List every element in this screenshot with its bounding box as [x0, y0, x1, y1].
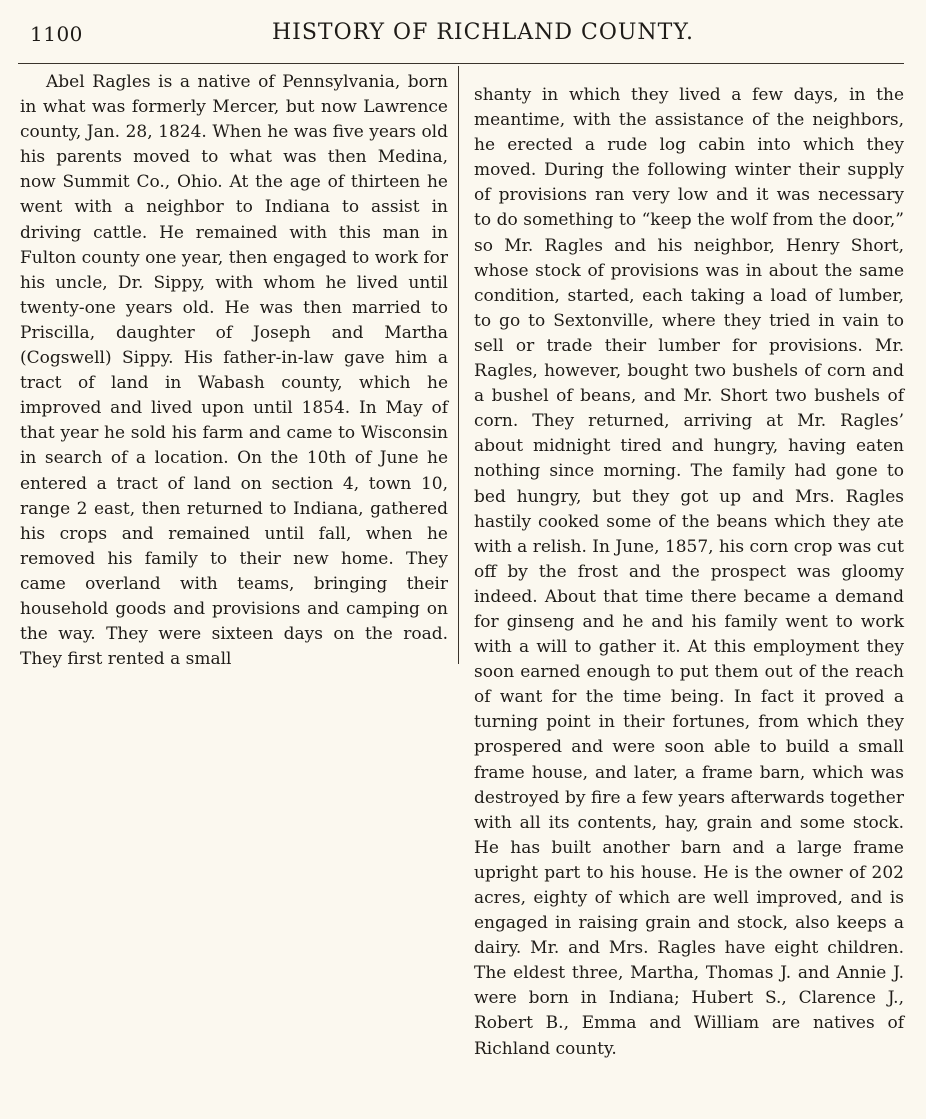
right-column	[474, 83, 904, 1062]
page-header	[0, 0, 926, 60]
page-number: 1100	[30, 22, 83, 46]
right-column-paragraph: shanty in which they lived a few days, in the meantime, with the assistance of the neighbors, he erected a rude log cabin into which they moved. During the following winter their supply of provisions ran very low and it was necessary to do something to “keep the wolf from the door,” so Mr. Ragles and his neighbor, Henry Short, whose stock of provisions was in about the same condition, started, each taking a load of lumber, to go to Sextonville, where they tried in vain to sell or trade their lumber for provisions. Mr. Ragles, however, bought two bushels of corn and a bushel of beans, and Mr. Short two bushels of corn. They returned, arriving at Mr. Ragles’ about midnight tired and hungry, having eaten nothing since morning. The family had gone to bed hungry, but they got up and Mrs. Ragles hastily cooked some of the beans which they ate with a relish. In June, 1857, his corn crop was cut off by the frost and the prospect was gloomy indeed. About that time there became a demand for ginseng and he and his family went to work with a will to gather it. At this employment they soon earned enough to put them out of the reach of want for the time being. In fact it proved a turning point in their fortunes, from which they prospered and were soon able to build a small frame house, and later, a frame barn, which was destroyed by fire a few years afterwards together with all its contents, hay, grain and some stock. He has built another barn and a large frame upright part to his house. He is the owner of 202 acres, eighty of which are well improved, and is engaged in raising grain and stock, also keeps a dairy. Mr. and Mrs. Ragles have eight children. The eldest three, Martha, Thomas J. and Annie J. were born in Indiana; Hubert S., Clarence J., Robert B., Emma and William are natives of Richland county.	[474, 85, 905, 1059]
left-column-paragraph: Abel Ragles is a native of Pennsylvania, born in what was formerly Mercer, but now Lawrence county, Jan. 28, 1824. When he was five years old his parents moved to what was then Medina, now Summit Co., Ohio. At the age of thirteen he went with a neighbor to Indiana to assist in driving cattle. He remained with this man in Fulton county one year, then engaged to work for his uncle, Dr. Sippy, with whom he lived until twenty-one years old. He was then married to Priscilla, daughter of Joseph and Martha (Cogswell) Sippy. His father-in-law gave him a tract of land in Wabash county, which he improved and lived upon until 1854. In May of that year he sold his farm and came to Wisconsin in search of a location. On the 10th of June he entered a tract of land on section 4, town 10, range 2 east, then returned to Indiana, gathered his crops and remained until fall, when he removed his family to their new home. They came overland with teams, bringing their household goods and provisions and camping on the way. They were sixteen days on the road. They first rented a small	[20, 72, 448, 670]
left-column	[20, 70, 448, 672]
column-divider	[458, 66, 459, 664]
header-rule	[18, 63, 904, 64]
running-title: HISTORY OF RICHLAND COUNTY.	[271, 20, 695, 45]
